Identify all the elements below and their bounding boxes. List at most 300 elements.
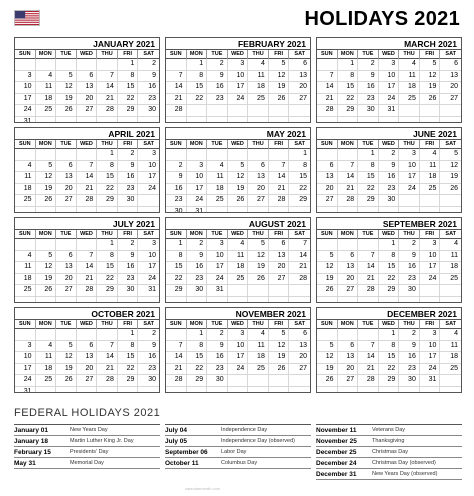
day-cell: 26 xyxy=(269,364,290,376)
day-cell: 1 xyxy=(338,59,359,71)
day-cell: 21 xyxy=(338,184,359,196)
day-cell: 10 xyxy=(15,352,36,364)
day-cell xyxy=(97,207,118,214)
month-name: AUGUST 2021 xyxy=(166,218,310,230)
day-cell: 3 xyxy=(138,239,159,251)
day-cell: 27 xyxy=(248,195,269,207)
day-cell: 29 xyxy=(118,105,139,117)
day-cell xyxy=(138,117,159,124)
day-cell: 30 xyxy=(187,285,208,297)
holiday-date: November 11 xyxy=(316,426,357,434)
day-cell: 14 xyxy=(77,172,98,184)
day-cell: 7 xyxy=(358,251,379,263)
weekday-label: SUN xyxy=(15,320,36,329)
day-cell xyxy=(440,195,461,207)
day-cell xyxy=(440,117,461,124)
day-cell xyxy=(358,117,379,124)
weekday-label: TUE xyxy=(358,320,379,329)
day-cell xyxy=(399,195,420,207)
day-cell: 26 xyxy=(56,105,77,117)
day-cell: 3 xyxy=(15,341,36,353)
day-cell: 3 xyxy=(228,329,249,341)
day-cell xyxy=(118,387,139,394)
day-cell: 3 xyxy=(187,161,208,173)
day-cell: 7 xyxy=(97,71,118,83)
day-cell xyxy=(440,297,461,304)
days-grid xyxy=(317,239,461,303)
weekday-label: WED xyxy=(77,320,98,329)
day-cell: 4 xyxy=(15,161,36,173)
day-cell: 9 xyxy=(207,71,228,83)
day-cell: 4 xyxy=(228,239,249,251)
day-cell xyxy=(166,297,187,304)
day-cell xyxy=(269,149,290,161)
day-cell: 2 xyxy=(138,59,159,71)
holiday-date: December 31 xyxy=(316,470,357,478)
day-cell: 22 xyxy=(118,94,139,106)
day-cell: 10 xyxy=(420,251,441,263)
weekday-header-row xyxy=(166,320,310,329)
month-name: JUNE 2021 xyxy=(317,128,461,140)
day-cell: 9 xyxy=(138,341,159,353)
day-cell: 26 xyxy=(317,375,338,387)
day-cell: 6 xyxy=(440,59,461,71)
day-cell: 29 xyxy=(358,195,379,207)
holiday-row xyxy=(165,425,311,436)
day-cell: 11 xyxy=(248,71,269,83)
day-cell: 18 xyxy=(228,262,249,274)
day-cell: 28 xyxy=(358,285,379,297)
weekday-label: MON xyxy=(338,230,359,239)
day-cell xyxy=(36,239,57,251)
day-cell xyxy=(77,149,98,161)
day-cell xyxy=(97,117,118,124)
day-cell: 21 xyxy=(166,94,187,106)
day-cell: 4 xyxy=(248,329,269,341)
holiday-name: New Years Day (observed) xyxy=(372,471,438,477)
day-cell: 20 xyxy=(56,274,77,286)
weekday-label: FRI xyxy=(269,50,290,59)
day-cell xyxy=(248,297,269,304)
weekday-label: WED xyxy=(77,140,98,149)
day-cell: 16 xyxy=(138,352,159,364)
day-cell: 2 xyxy=(399,239,420,251)
weekday-label: SUN xyxy=(317,50,338,59)
day-cell: 29 xyxy=(379,375,400,387)
day-cell: 1 xyxy=(97,239,118,251)
day-cell: 29 xyxy=(187,375,208,387)
day-cell: 25 xyxy=(248,94,269,106)
day-cell: 28 xyxy=(338,195,359,207)
day-cell: 16 xyxy=(118,262,139,274)
day-cell: 27 xyxy=(317,195,338,207)
day-cell: 29 xyxy=(97,285,118,297)
holiday-row xyxy=(14,447,160,458)
day-cell xyxy=(289,387,310,394)
day-cell: 24 xyxy=(228,94,249,106)
day-cell: 1 xyxy=(118,329,139,341)
day-cell xyxy=(269,375,290,387)
day-cell xyxy=(358,297,379,304)
day-cell xyxy=(166,329,187,341)
month-calendar xyxy=(14,37,160,123)
weekday-label: MON xyxy=(187,230,208,239)
day-cell xyxy=(248,387,269,394)
weekday-label: TUE xyxy=(56,230,77,239)
day-cell: 6 xyxy=(338,341,359,353)
day-cell: 11 xyxy=(440,251,461,263)
holiday-date: November 25 xyxy=(316,437,357,445)
weekday-label: MON xyxy=(36,230,57,239)
day-cell xyxy=(248,375,269,387)
day-cell xyxy=(207,387,228,394)
day-cell: 7 xyxy=(317,71,338,83)
day-cell: 6 xyxy=(338,251,359,263)
day-cell: 3 xyxy=(228,59,249,71)
day-cell: 7 xyxy=(358,341,379,353)
holiday-row xyxy=(14,436,160,447)
day-cell: 10 xyxy=(138,161,159,173)
day-cell: 14 xyxy=(358,262,379,274)
weekday-header-row xyxy=(166,50,310,59)
day-cell: 15 xyxy=(358,172,379,184)
weekday-label: SAT xyxy=(143,51,154,57)
day-cell: 17 xyxy=(138,172,159,184)
day-cell: 14 xyxy=(289,251,310,263)
day-cell: 3 xyxy=(399,149,420,161)
day-cell xyxy=(207,297,228,304)
day-cell xyxy=(379,207,400,214)
day-cell: 23 xyxy=(118,184,139,196)
day-cell: 12 xyxy=(440,161,461,173)
day-cell: 25 xyxy=(399,94,420,106)
day-cell: 6 xyxy=(56,251,77,263)
day-cell: 15 xyxy=(379,262,400,274)
day-cell: 30 xyxy=(118,285,139,297)
day-cell xyxy=(379,117,400,124)
day-cell xyxy=(187,105,208,117)
month-name: OCTOBER 2021 xyxy=(15,308,159,320)
day-cell: 30 xyxy=(138,105,159,117)
day-cell: 18 xyxy=(36,364,57,376)
day-cell: 17 xyxy=(379,82,400,94)
day-cell xyxy=(207,207,228,214)
day-cell xyxy=(289,117,310,124)
days-grid xyxy=(317,329,461,393)
day-cell xyxy=(36,149,57,161)
day-cell: 5 xyxy=(420,59,441,71)
day-cell xyxy=(166,149,187,161)
day-cell xyxy=(440,105,461,117)
weekday-header-row xyxy=(166,140,310,149)
day-cell xyxy=(228,207,249,214)
day-cell: 25 xyxy=(36,105,57,117)
day-cell: 27 xyxy=(440,94,461,106)
holiday-row xyxy=(165,458,311,469)
day-cell xyxy=(399,105,420,117)
day-cell xyxy=(138,195,159,207)
federal-holidays-title: FEDERAL HOLIDAYS 2021 xyxy=(14,407,161,419)
day-cell xyxy=(248,207,269,214)
day-cell xyxy=(15,297,36,304)
day-cell: 23 xyxy=(207,94,228,106)
day-cell: 15 xyxy=(379,352,400,364)
day-cell: 14 xyxy=(97,82,118,94)
holiday-date: January 18 xyxy=(14,437,48,445)
day-cell xyxy=(15,329,36,341)
day-cell: 31 xyxy=(15,387,36,394)
day-cell xyxy=(338,387,359,394)
day-cell: 11 xyxy=(228,251,249,263)
day-cell: 12 xyxy=(269,341,290,353)
day-cell xyxy=(269,207,290,214)
weekday-label: SAT xyxy=(143,321,154,327)
month-name: JULY 2021 xyxy=(15,218,159,230)
day-cell: 9 xyxy=(166,172,187,184)
day-cell xyxy=(207,149,228,161)
month-calendar xyxy=(316,127,462,213)
day-cell xyxy=(228,387,249,394)
weekday-label: SAT xyxy=(445,321,456,327)
weekday-label: SAT xyxy=(445,51,456,57)
day-cell xyxy=(36,207,57,214)
weekday-header-row xyxy=(317,140,461,149)
day-cell xyxy=(269,387,290,394)
weekday-label: SAT xyxy=(294,231,305,237)
day-cell: 21 xyxy=(289,262,310,274)
days-grid xyxy=(317,59,461,123)
holiday-row xyxy=(14,425,160,436)
day-cell: 31 xyxy=(420,375,441,387)
day-cell xyxy=(118,117,139,124)
day-cell: 13 xyxy=(338,352,359,364)
weekday-label: MON xyxy=(187,320,208,329)
day-cell: 21 xyxy=(166,364,187,376)
day-cell xyxy=(420,117,441,124)
day-cell: 17 xyxy=(187,184,208,196)
day-cell xyxy=(97,387,118,394)
holiday-name: Veterans Day xyxy=(372,427,406,433)
day-cell: 12 xyxy=(228,172,249,184)
day-cell xyxy=(166,59,187,71)
days-grid xyxy=(166,329,310,393)
day-cell: 8 xyxy=(118,341,139,353)
day-cell: 23 xyxy=(379,184,400,196)
day-cell: 11 xyxy=(207,172,228,184)
day-cell: 15 xyxy=(187,352,208,364)
day-cell: 9 xyxy=(399,251,420,263)
day-cell: 24 xyxy=(228,364,249,376)
day-cell: 13 xyxy=(440,71,461,83)
day-cell: 28 xyxy=(166,375,187,387)
day-cell: 22 xyxy=(187,364,208,376)
day-cell xyxy=(269,297,290,304)
holiday-row xyxy=(165,447,311,458)
weekday-label: SAT xyxy=(294,141,305,147)
day-cell xyxy=(358,387,379,394)
weekday-label: FRI xyxy=(269,230,290,239)
weekday-label: FRI xyxy=(118,50,139,59)
weekday-label: FRI xyxy=(118,230,139,239)
day-cell xyxy=(289,105,310,117)
day-cell: 18 xyxy=(36,94,57,106)
day-cell: 28 xyxy=(269,195,290,207)
holiday-name: Independence Day xyxy=(221,427,268,433)
day-cell xyxy=(289,285,310,297)
day-cell: 10 xyxy=(187,172,208,184)
day-cell: 18 xyxy=(399,82,420,94)
day-cell: 13 xyxy=(317,172,338,184)
day-cell: 16 xyxy=(166,184,187,196)
day-cell: 21 xyxy=(97,94,118,106)
day-cell: 28 xyxy=(77,285,98,297)
weekday-header-row xyxy=(317,320,461,329)
day-cell: 19 xyxy=(56,94,77,106)
day-cell xyxy=(187,297,208,304)
day-cell: 9 xyxy=(358,71,379,83)
day-cell xyxy=(36,387,57,394)
day-cell: 3 xyxy=(420,239,441,251)
day-cell xyxy=(289,207,310,214)
day-cell: 30 xyxy=(138,375,159,387)
day-cell: 9 xyxy=(138,71,159,83)
day-cell xyxy=(289,375,310,387)
day-cell: 14 xyxy=(358,352,379,364)
weekday-label: TUE xyxy=(358,50,379,59)
day-cell: 27 xyxy=(56,195,77,207)
month-name: MARCH 2021 xyxy=(317,38,461,50)
holiday-name: Independence Day (observed) xyxy=(221,438,295,444)
day-cell: 25 xyxy=(420,184,441,196)
day-cell: 22 xyxy=(166,274,187,286)
day-cell: 4 xyxy=(440,239,461,251)
day-cell: 20 xyxy=(440,82,461,94)
day-cell: 20 xyxy=(289,82,310,94)
day-cell xyxy=(56,239,77,251)
days-grid xyxy=(15,329,159,393)
weekday-label: WED xyxy=(379,230,400,239)
days-grid xyxy=(166,59,310,123)
day-cell: 25 xyxy=(228,274,249,286)
day-cell xyxy=(440,285,461,297)
days-grid xyxy=(166,149,310,213)
day-cell xyxy=(187,117,208,124)
month-calendar xyxy=(165,307,311,393)
weekday-header-row xyxy=(15,140,159,149)
day-cell: 2 xyxy=(187,239,208,251)
month-calendar xyxy=(316,217,462,303)
day-cell: 14 xyxy=(317,82,338,94)
day-cell xyxy=(317,207,338,214)
day-cell: 12 xyxy=(36,172,57,184)
day-cell: 29 xyxy=(338,105,359,117)
day-cell: 15 xyxy=(187,82,208,94)
day-cell xyxy=(420,195,441,207)
day-cell xyxy=(228,297,249,304)
holiday-row xyxy=(316,458,462,469)
day-cell xyxy=(317,149,338,161)
day-cell xyxy=(97,297,118,304)
weekday-label: MON xyxy=(187,50,208,59)
day-cell: 5 xyxy=(317,341,338,353)
weekday-label: THU xyxy=(248,140,269,149)
day-cell xyxy=(338,329,359,341)
holiday-name: Columbus Day xyxy=(221,460,258,466)
day-cell: 6 xyxy=(56,161,77,173)
day-cell xyxy=(138,387,159,394)
day-cell: 8 xyxy=(338,71,359,83)
day-cell: 28 xyxy=(97,105,118,117)
day-cell: 17 xyxy=(420,262,441,274)
day-cell: 19 xyxy=(56,364,77,376)
day-cell: 24 xyxy=(399,184,420,196)
holiday-row xyxy=(316,447,462,458)
day-cell: 9 xyxy=(207,341,228,353)
day-cell: 18 xyxy=(207,184,228,196)
day-cell: 1 xyxy=(289,149,310,161)
weekday-label: SAT xyxy=(445,141,456,147)
day-cell xyxy=(338,297,359,304)
holiday-name: Christmas Day xyxy=(372,449,409,455)
weekday-label: TUE xyxy=(358,140,379,149)
day-cell: 3 xyxy=(207,239,228,251)
holiday-column xyxy=(14,424,160,480)
day-cell: 2 xyxy=(118,149,139,161)
day-cell xyxy=(440,387,461,394)
month-name: SEPTEMBER 2021 xyxy=(317,218,461,230)
weekday-header-row xyxy=(15,230,159,239)
day-cell xyxy=(77,239,98,251)
day-cell: 24 xyxy=(15,375,36,387)
weekday-label: THU xyxy=(399,230,420,239)
day-cell: 14 xyxy=(77,262,98,274)
day-cell: 28 xyxy=(97,375,118,387)
day-cell: 26 xyxy=(420,94,441,106)
holiday-date: January 01 xyxy=(14,426,48,434)
day-cell: 23 xyxy=(138,94,159,106)
day-cell: 6 xyxy=(289,59,310,71)
day-cell: 31 xyxy=(207,285,228,297)
day-cell: 30 xyxy=(207,375,228,387)
day-cell xyxy=(399,387,420,394)
day-cell: 22 xyxy=(379,274,400,286)
day-cell: 20 xyxy=(338,364,359,376)
weekday-label: SUN xyxy=(15,140,36,149)
month-calendar xyxy=(165,127,311,213)
day-cell: 15 xyxy=(97,172,118,184)
day-cell: 23 xyxy=(166,195,187,207)
day-cell: 23 xyxy=(187,274,208,286)
day-cell: 22 xyxy=(358,184,379,196)
day-cell: 5 xyxy=(440,149,461,161)
day-cell xyxy=(15,59,36,71)
day-cell xyxy=(187,149,208,161)
day-cell: 17 xyxy=(207,262,228,274)
day-cell xyxy=(36,117,57,124)
day-cell: 18 xyxy=(248,352,269,364)
weekday-label: WED xyxy=(77,50,98,59)
day-cell xyxy=(138,207,159,214)
day-cell: 5 xyxy=(248,239,269,251)
day-cell: 1 xyxy=(379,239,400,251)
day-cell: 1 xyxy=(358,149,379,161)
day-cell xyxy=(207,105,228,117)
day-cell: 12 xyxy=(317,262,338,274)
day-cell: 11 xyxy=(248,341,269,353)
day-cell xyxy=(269,105,290,117)
day-cell: 7 xyxy=(77,251,98,263)
day-cell xyxy=(317,329,338,341)
